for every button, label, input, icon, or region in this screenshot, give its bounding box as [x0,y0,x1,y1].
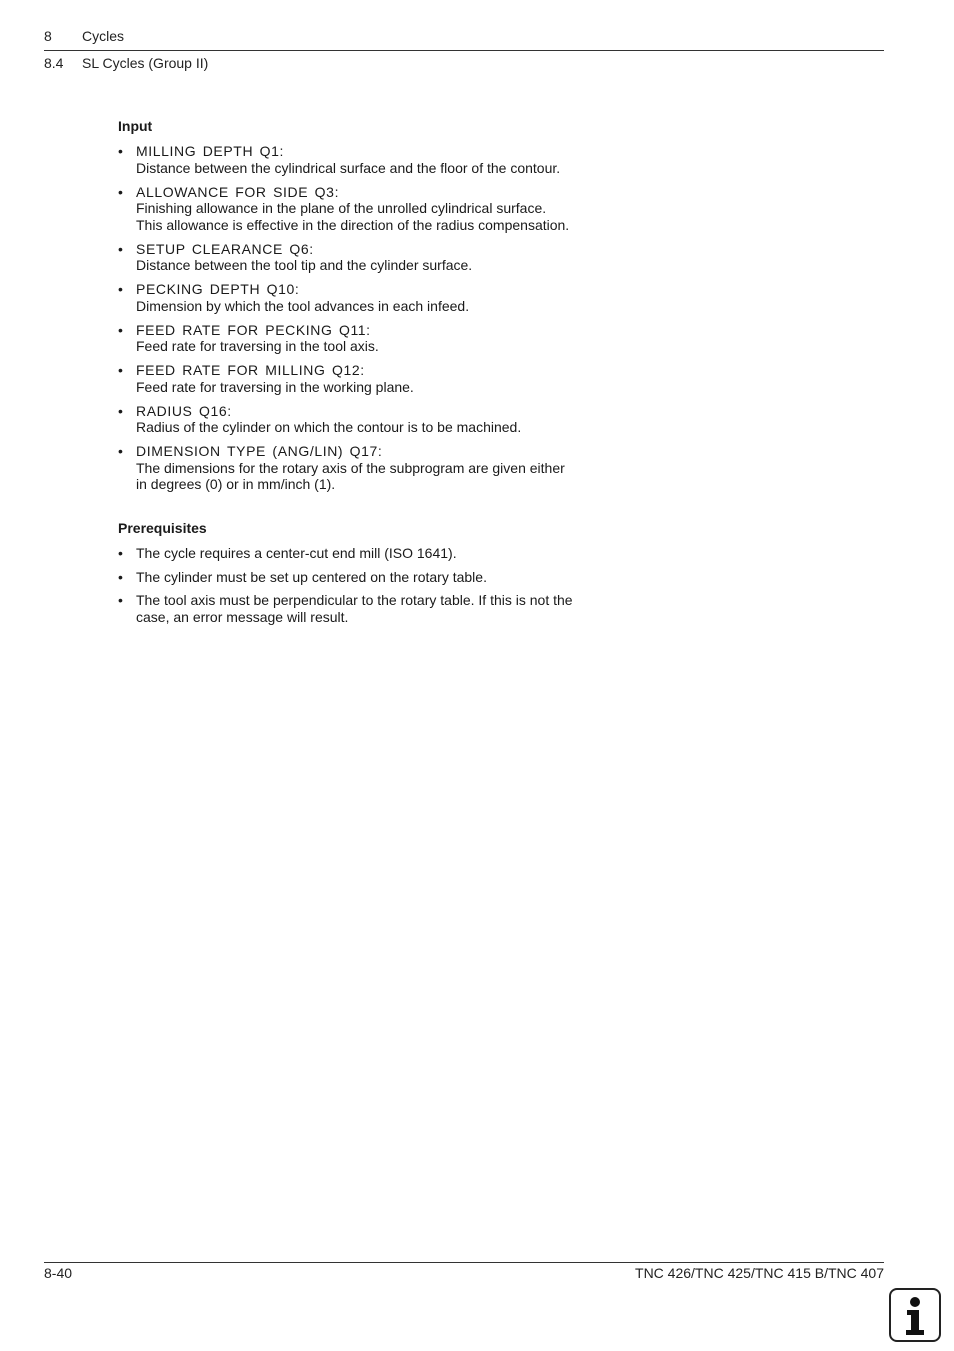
running-header-section [44,55,208,71]
bullet-icon: • [118,443,123,459]
parameter-description: This allowance is effective in the direction of the radius compensation. [136,216,570,233]
list-item [118,362,618,395]
parameter-description: Feed rate for traversing in the working plane. [136,378,414,395]
header-rule [44,50,884,51]
parameter-name: FEED RATE FOR PECKING Q11: [136,321,371,338]
parameter-description: Radius of the cylinder on which the contour is to be machined. [136,419,522,435]
bullet-icon: • [118,143,123,159]
prerequisite-text: The tool axis must be perpendicular to the rotary table. If this is not the [136,592,573,608]
bullet-icon: • [118,321,123,338]
list-item [118,443,618,493]
chapter-title: Cycles [82,28,125,44]
list-item [118,592,618,625]
parameter-description: The dimensions for the rotary axis of the subprogram are given either [136,459,565,476]
bullet-icon: • [118,281,123,297]
parameter-name: RADIUS Q16: [136,402,232,419]
page-number: 8-40 [44,1265,73,1281]
parameter-description: Distance between the cylindrical surface and the floor of the contour. [136,159,561,176]
info-i-glyph [891,1290,939,1340]
prerequisites-list [118,545,618,632]
document-title: TNC 426/TNC 425/TNC 415 B/TNC 407 [635,1265,884,1281]
prerequisites-heading: Prerequisites [118,520,207,536]
chapter-number: 8 [44,28,52,44]
section-number: 8.4 [44,55,64,71]
footer-rule [44,1262,884,1263]
bullet-icon: • [118,545,123,561]
bullet-icon: • [118,568,123,585]
parameter-description: Feed rate for traversing in the tool axis. [136,338,379,354]
info-icon [889,1288,941,1342]
parameter-name: SETUP CLEARANCE Q6: [136,240,314,257]
input-heading: Input [118,118,153,134]
bullet-icon: • [118,362,123,378]
list-item [118,322,618,355]
parameter-name: FEED RATE FOR MILLING Q12: [136,362,365,378]
list-item [118,545,618,562]
parameter-name: DIMENSION TYPE (ANG/LIN) Q17: [136,443,383,459]
bullet-icon: • [118,592,123,608]
prerequisite-text: case, an error message will result. [136,608,349,625]
parameter-description: Distance between the tool tip and the cylinder surface. [136,257,473,273]
list-item [118,403,618,436]
list-item [118,241,618,274]
list-item [118,569,618,586]
bullet-icon: • [118,183,123,200]
parameter-description: Finishing allowance in the plane of the unrolled cylindrical surface. [136,200,547,216]
bullet-icon: • [118,402,123,419]
bullet-icon: • [118,240,123,257]
prerequisite-text: The cylinder must be set up centered on the rotary table. [136,568,487,585]
list-item [118,281,618,314]
parameter-description: Dimension by which the tool advances in each infeed. [136,297,470,314]
prerequisite-text: The cycle requires a center-cut end mill (ISO 1641). [136,545,457,561]
section-title: SL Cycles (Group II) [82,55,209,71]
parameter-description: in degrees (0) or in mm/inch (1). [136,476,336,492]
parameter-name: ALLOWANCE FOR SIDE Q3: [136,183,340,200]
list-item [118,143,618,176]
parameter-name: PECKING DEPTH Q10: [136,281,300,297]
parameter-name: MILLING DEPTH Q1: [136,143,285,159]
list-item [118,184,618,234]
running-header-chapter [44,28,124,44]
input-parameter-list [118,143,618,500]
